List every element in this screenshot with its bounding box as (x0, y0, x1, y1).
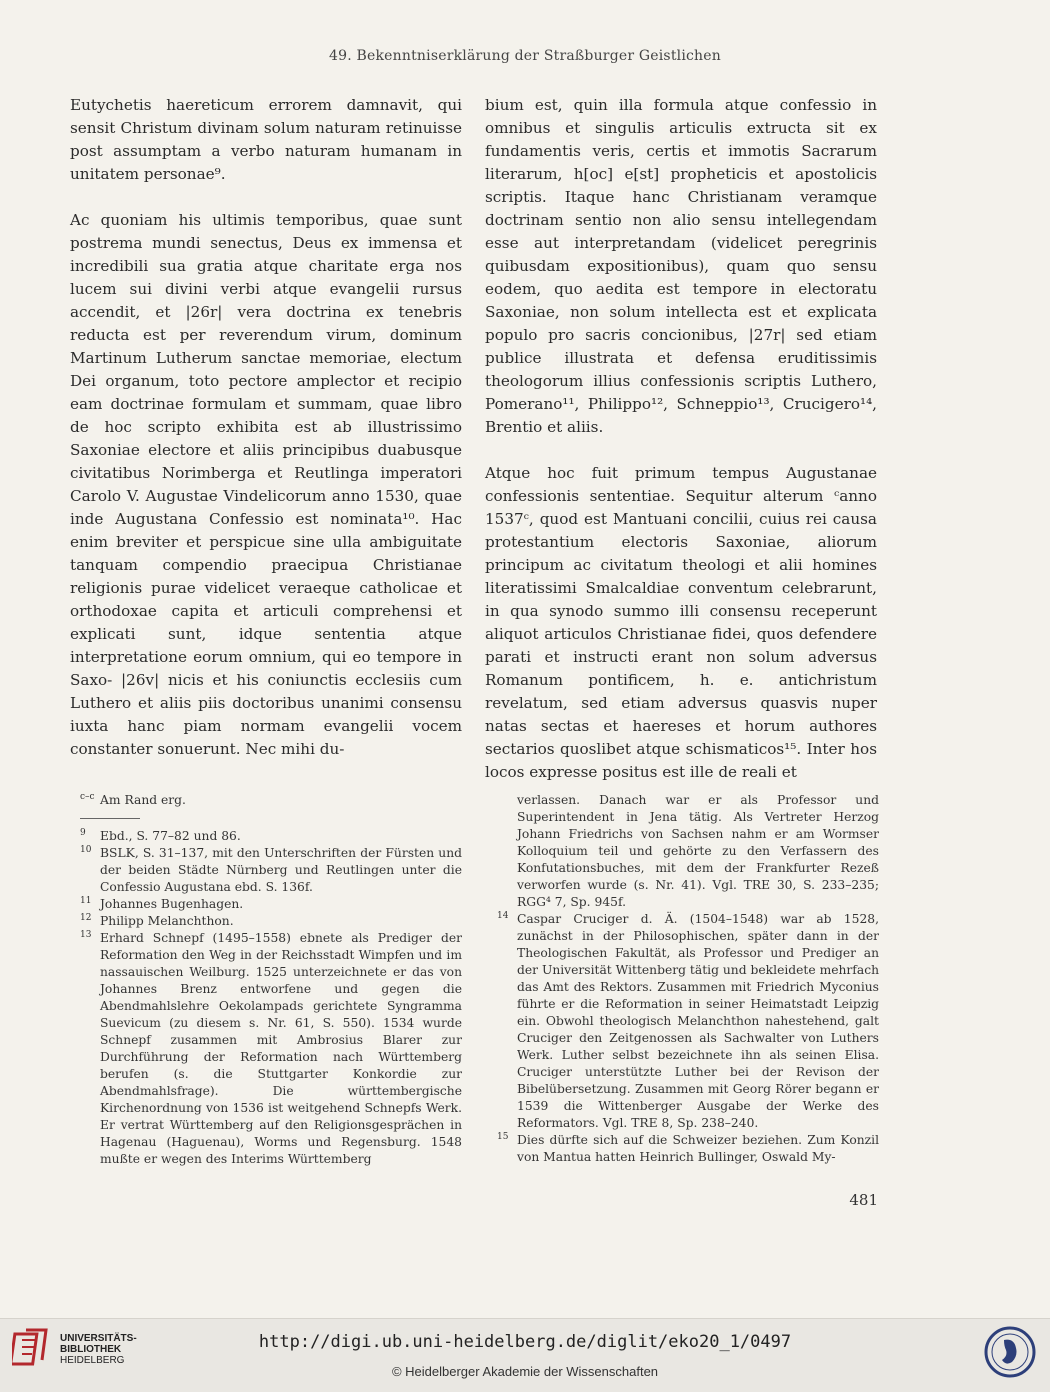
viewer-footer (0, 1318, 1050, 1392)
running-head: 49. Bekenntniserklärung der Straßburger Geistlichen (329, 48, 721, 64)
paragraph: Eutychetis haereticum errorem damnavit, qui sensit Christum divinam solum naturam retinuisse post assumptam a verbo naturam humanam in unitatem personae⁹. (70, 96, 462, 183)
footnotes-left-column (80, 792, 462, 1168)
paragraph: Ac quoniam his ultimis temporibus, quae sunt postrema mundi senectus, Deus ex immensa et incredibili sua gratia atque charitate erga nos lucem sui divini verbi atque evangelii rursus accendit, et |26r| vera doctrina ex tenebris reducta est per reverendum virum, dominum Martinum Lutherum sanctae memoriae, electum Dei organum, toto pectore amplector et recipio eam doctrinae formulam et summam, quae libro de hoc scripto exhibita est ab illustrissimo Saxoniae electore et aliis principibus duabusque civitatibus Norimberga et Reutlinga imperatori Carolo V. Augustae Vindelicorum anno 1530, quae inde Augustana Confessio est nominata¹⁰. Hac enim breviter et perspicue sine ulla ambiguitate tanquam compendio praecipua Christianae religionis purae videlicet veraeque catholicae et orthodoxae capita et articuli comprehensi et explicati sunt, idque sententia atque interpretatione eorum omnium, qui eo tempore in Saxo- |26v| nicis et his coniunctis ecclesiis cum Luthero et aliis piis doctoribus unanimi consensu iuxta hanc piam normam evangelii vocem constanter sonuerunt. Nec mihi du- (70, 211, 462, 758)
page-number: 481 (849, 1191, 878, 1209)
footnote-text: Philipp Melanchthon. (100, 914, 234, 928)
footnote-13-continued: verlassen. Danach war er als Professor und Superintendent in Jena tätig. Als Vertreter Herzog Johann Friedrichs von Sachsen nahm er am Wormser Kolloquium teil und gehörte zu den Verfassern des Konfutationsbuches, mit dem der Frankfurter Rezeß verworfen wurde (s. Nr. 41). Vgl. TRE 30, S. 233–235; RGG⁴ 7, Sp. 945f. (517, 793, 879, 909)
footnote-11: 11 Johannes Bugenhagen. (80, 895, 244, 911)
paragraph: Atque hoc fuit primum tempus Augustanae confessionis sententiae. Sequitur alterum ᶜanno 1537ᶜ, quod est Mantuani concilii, cuius rei causa protestantium electoris Saxoniae, aliorum principum ac civitatum theologi et alii homines literatissimi Smalcaldiae conventum celebrarunt, in qua synodo summo illi consensu receperunt aliquot articulos Christianae fidei, quos defendere parati et instructi erant non solum adversus Romanum pontificem, h. e. antichristum revelatum, sed etiam adversus quasvis nuper natas sectas et haereses et horum authores sectarios quoslibet atque schismaticos¹⁵. Inter hos locos expresse positus est ille de reali et (485, 464, 877, 781)
library-name-line: UNIVERSITÄTS- (60, 1333, 137, 1344)
footnotes-right-column (497, 792, 879, 1166)
footnote-10: 10 BSLK, S. 31–137, mit den Unterschriften der Fürsten und der beiden Städte Nürnberg und Reutlingen unter die Confessio Augustana ebd. S. 136f. (80, 844, 462, 894)
footnote-text: Dies dürfte sich auf die Schweizer beziehen. Zum Konzil von Mantua hatten Heinrich Bullinger, Oswald My- (517, 1133, 879, 1164)
footnote-text: Ebd., S. 77–82 und 86. (100, 829, 241, 843)
academy-seal-icon[interactable] (984, 1326, 1036, 1378)
footnote-text: Caspar Cruciger d. Ä. (1504–1548) war ab 1528, zunächst in der Philosophischen, später dann in der Theologischen Fakultät, als Professor und Prediger an der Universität Wittenberg tätig und bekleidete mehrfach das Amt des Rektors. Zusammen mit Friedrich Myconius führte er die Reformation in seiner Heimatstadt Leipzig ein. Obwohl theologisch Melanchthon nahestehend, galt Cruciger den Zeitgenossen als Sachwalter von Luthers Werk. Luther selbst bezeichnete ihn als seinen Elisa. Cruciger unterstützte Luther bei der Revison der Bibelübersetzung. Zusammen mit Georg Rörer begann er 1539 die Wittenberger Ausgabe der Werke des Reformators. Vgl. TRE 8, Sp. 238–240. (517, 912, 879, 1130)
main-text-left-column (70, 94, 462, 761)
copyright-notice: © Heidelberger Akademie der Wissenschaften (391, 1364, 659, 1379)
footnote-15: 15 Dies dürfte sich auf die Schweizer beziehen. Zum Konzil von Mantua hatten Heinrich Bullinger, Oswald My- (497, 1131, 879, 1164)
footnote-divider (80, 818, 140, 819)
footnote-text: BSLK, S. 31–137, mit den Unterschriften der Fürsten und der beiden Städte Nürnberg und Reutlingen unter die Confessio Augustana ebd. S. 136f. (100, 846, 462, 894)
footnote-text: Erhard Schnepf (1495–1558) ebnete als Prediger der Reformation den Weg in der Reichsstadt Wimpfen und im nassauischen Weilburg. 1525 unterzeichnete er das von Johannes Brenz entworfene und gegen die Abendmahlslehre Oekolampads gerichtete Syngramma Suevicum (zu diesem s. Nr. 61, S. 550). 1534 wurde Schnepf zusammen mit Ambrosius Blarer zur Durchführung der Reformation nach Württemberg berufen (s. die Stuttgarter Konkordie zur Abendmahlsfrage). Die württembergische Kirchenordnung von 1536 ist weitgehend Schnepfs Werk. Er vertrat Württemberg auf den Religionsgesprächen in Hagenau (Haguenau), Worms und Regensburg. 1548 mußte er wegen des Interims Württemberg (100, 931, 462, 1166)
paragraph: bium est, quin illa formula atque confessio in omnibus et singulis articulis extructa sit ex fundamentis veris, certis et immotis Sacrarum literarum, h[oc] e[st] propheticis et apostolicis scriptis. Itaque hanc Christianam veramque doctrinam sentio non alio sensu intellegendam esse aut interpretandam (videlicet peregrinis quibusdam expositionibus), quam quo sensu eodem, quo aedita est tempore in electoratu Saxoniae, non solum intellecta est et explicata populo pro sacris concionibus, |27r| sed etiam publice illustrata et defensa eruditissimis theologorum illius confessionis scriptis Luthero, Pomerano¹¹, Philippo¹², Schneppio¹³, Crucigero¹⁴, Brentio et aliis. (485, 96, 877, 436)
footnote-cc: c–c Am Rand erg. (80, 791, 186, 807)
footnote-9: 9 Ebd., S. 77–82 und 86. (80, 827, 241, 843)
footnote-text: Johannes Bugenhagen. (100, 897, 244, 911)
footnote-14: 14 Caspar Cruciger d. Ä. (1504–1548) war ab 1528, zunächst in der Philosophischen, später dann in der Theologischen Fakultät, als Professor und Prediger an der Universität Wittenberg tätig und bekleidete mehrfach das Amt des Rektors. Zusammen mit Friedrich Myconius führte er die Reformation in seiner Heimatstadt Leipzig ein. Obwohl theologisch Melanchthon nahestehend, galt Cruciger den Zeitgenossen als Sachwalter von Luthers Werk. Luther selbst bezeichnete ihn als seinen Elisa. Cruciger unterstützte Luther bei der Revison der Bibelübersetzung. Zusammen mit Georg Rörer begann er 1539 die Wittenberger Ausgabe der Werke des Reformators. Vgl. TRE 8, Sp. 238–240. (497, 910, 879, 1130)
library-name-line: HEIDELBERG (60, 1355, 125, 1366)
library-name-line: BIBLIOTHEK (60, 1344, 122, 1355)
footnote-text: Am Rand erg. (100, 793, 186, 807)
main-text-right-column (485, 94, 877, 784)
footnote-12: 12 Philipp Melanchthon. (80, 912, 234, 928)
footnote-13: 13 Erhard Schnepf (1495–1558) ebnete als Prediger der Reformation den Weg in der Reichsstadt Wimpfen und im nassauischen Weilburg. 1525 unterzeichnete er das von Johannes Brenz entworfene und gegen die Abendmahlslehre Oekolampads gerichtete Syngramma Suevicum (zu diesem s. Nr. 61, S. 550). 1534 wurde Schnepf zusammen mit Ambrosius Blarer zur Durchführung der Reformation nach Württemberg berufen (s. die Stuttgarter Konkordie zur Abendmahlsfrage). Die württembergische Kirchenordnung von 1536 ist weitgehend Schnepfs Werk. Er vertrat Württemberg auf den Religionsgesprächen in Hagenau (Haguenau), Worms und Regensburg. 1548 mußte er wegen des Interims Württemberg (80, 929, 462, 1166)
permalink-url[interactable]: http://digi.ub.uni-heidelberg.de/diglit/eko20_1/0497 (258, 1332, 792, 1352)
